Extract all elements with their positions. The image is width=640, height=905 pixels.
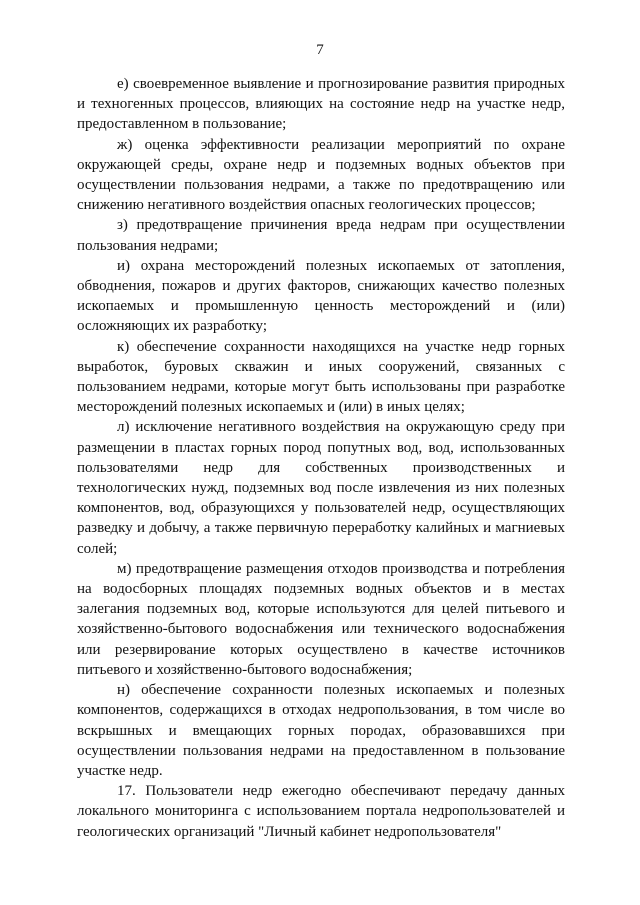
page-number: 7 xyxy=(316,42,324,58)
paragraph-i: и) охрана месторождений полезных ископаемых от затопления, обводнения, пожаров и других факторов, снижающих качество полезных ископаемых и промышленную ценность месторождений и (или) осложняющих их разработку; xyxy=(77,257,565,335)
paragraph-k: к) обеспечение сохранности находящихся на участке недр горных выработок, буровых скважин и иных сооружений, связанных с пользованием недрами, которые могут быть использованы при разработке месторождений полезных ископаемых и (или) в иных целях; xyxy=(77,338,565,416)
document-body xyxy=(77,74,565,842)
paragraph-n: н) обеспечение сохранности полезных ископаемых и полезных компонентов, содержащихся в отходах недропользования, в том числе во вскрышных и вмещающих горных породах, образовавшихся при осуществлении пользования недрами на предоставленном в пользование участке недр. xyxy=(77,682,565,779)
paragraph-zh: ж) оценка эффективности реализации мероприятий по охране окружающей среды, охране недр и подземных водных объектов при осуществлении пользования недрами, а также по предотвращению или снижению негативного воздействия опасных геологических процессов; xyxy=(77,136,565,214)
paragraph-l: л) исключение негативного воздействия на окружающую среду при размещении в пластах горных пород попутных вод, вод, использованных пользователями недр для собственных производственных и технологических нужд, подземных вод после извлечения из них полезных компонентов, вод, образующихся у пользователей недр, осуществляющих разведку и добычу, а также первичную переработку калийных и магниевых солей; xyxy=(77,419,565,557)
paragraph-z: з) предотвращение причинения вреда недрам при осуществлении пользования недрами; xyxy=(77,217,565,254)
paragraph-17: 17. Пользователи недр ежегодно обеспечивают передачу данных локального мониторинга с использованием портала недропользователей и геологических организаций "Личный кабинет недропользователя" xyxy=(77,783,565,840)
paragraph-e: е) своевременное выявление и прогнозирование развития природных и техногенных процессов, влияющих на состояние недр на участке недр, предоставленном в пользование; xyxy=(77,76,565,133)
paragraph-m: м) предотвращение размещения отходов производства и потребления на водосборных площадях подземных водных объектов и в местах залегания подземных вод, которые используются для целей питьевого и хозяйственно-бытового водоснабжения или технического водоснабжения или резервирование которых осуществлено в качестве источников питьевого и хозяйственно-бытового водоснабжения; xyxy=(77,560,565,678)
